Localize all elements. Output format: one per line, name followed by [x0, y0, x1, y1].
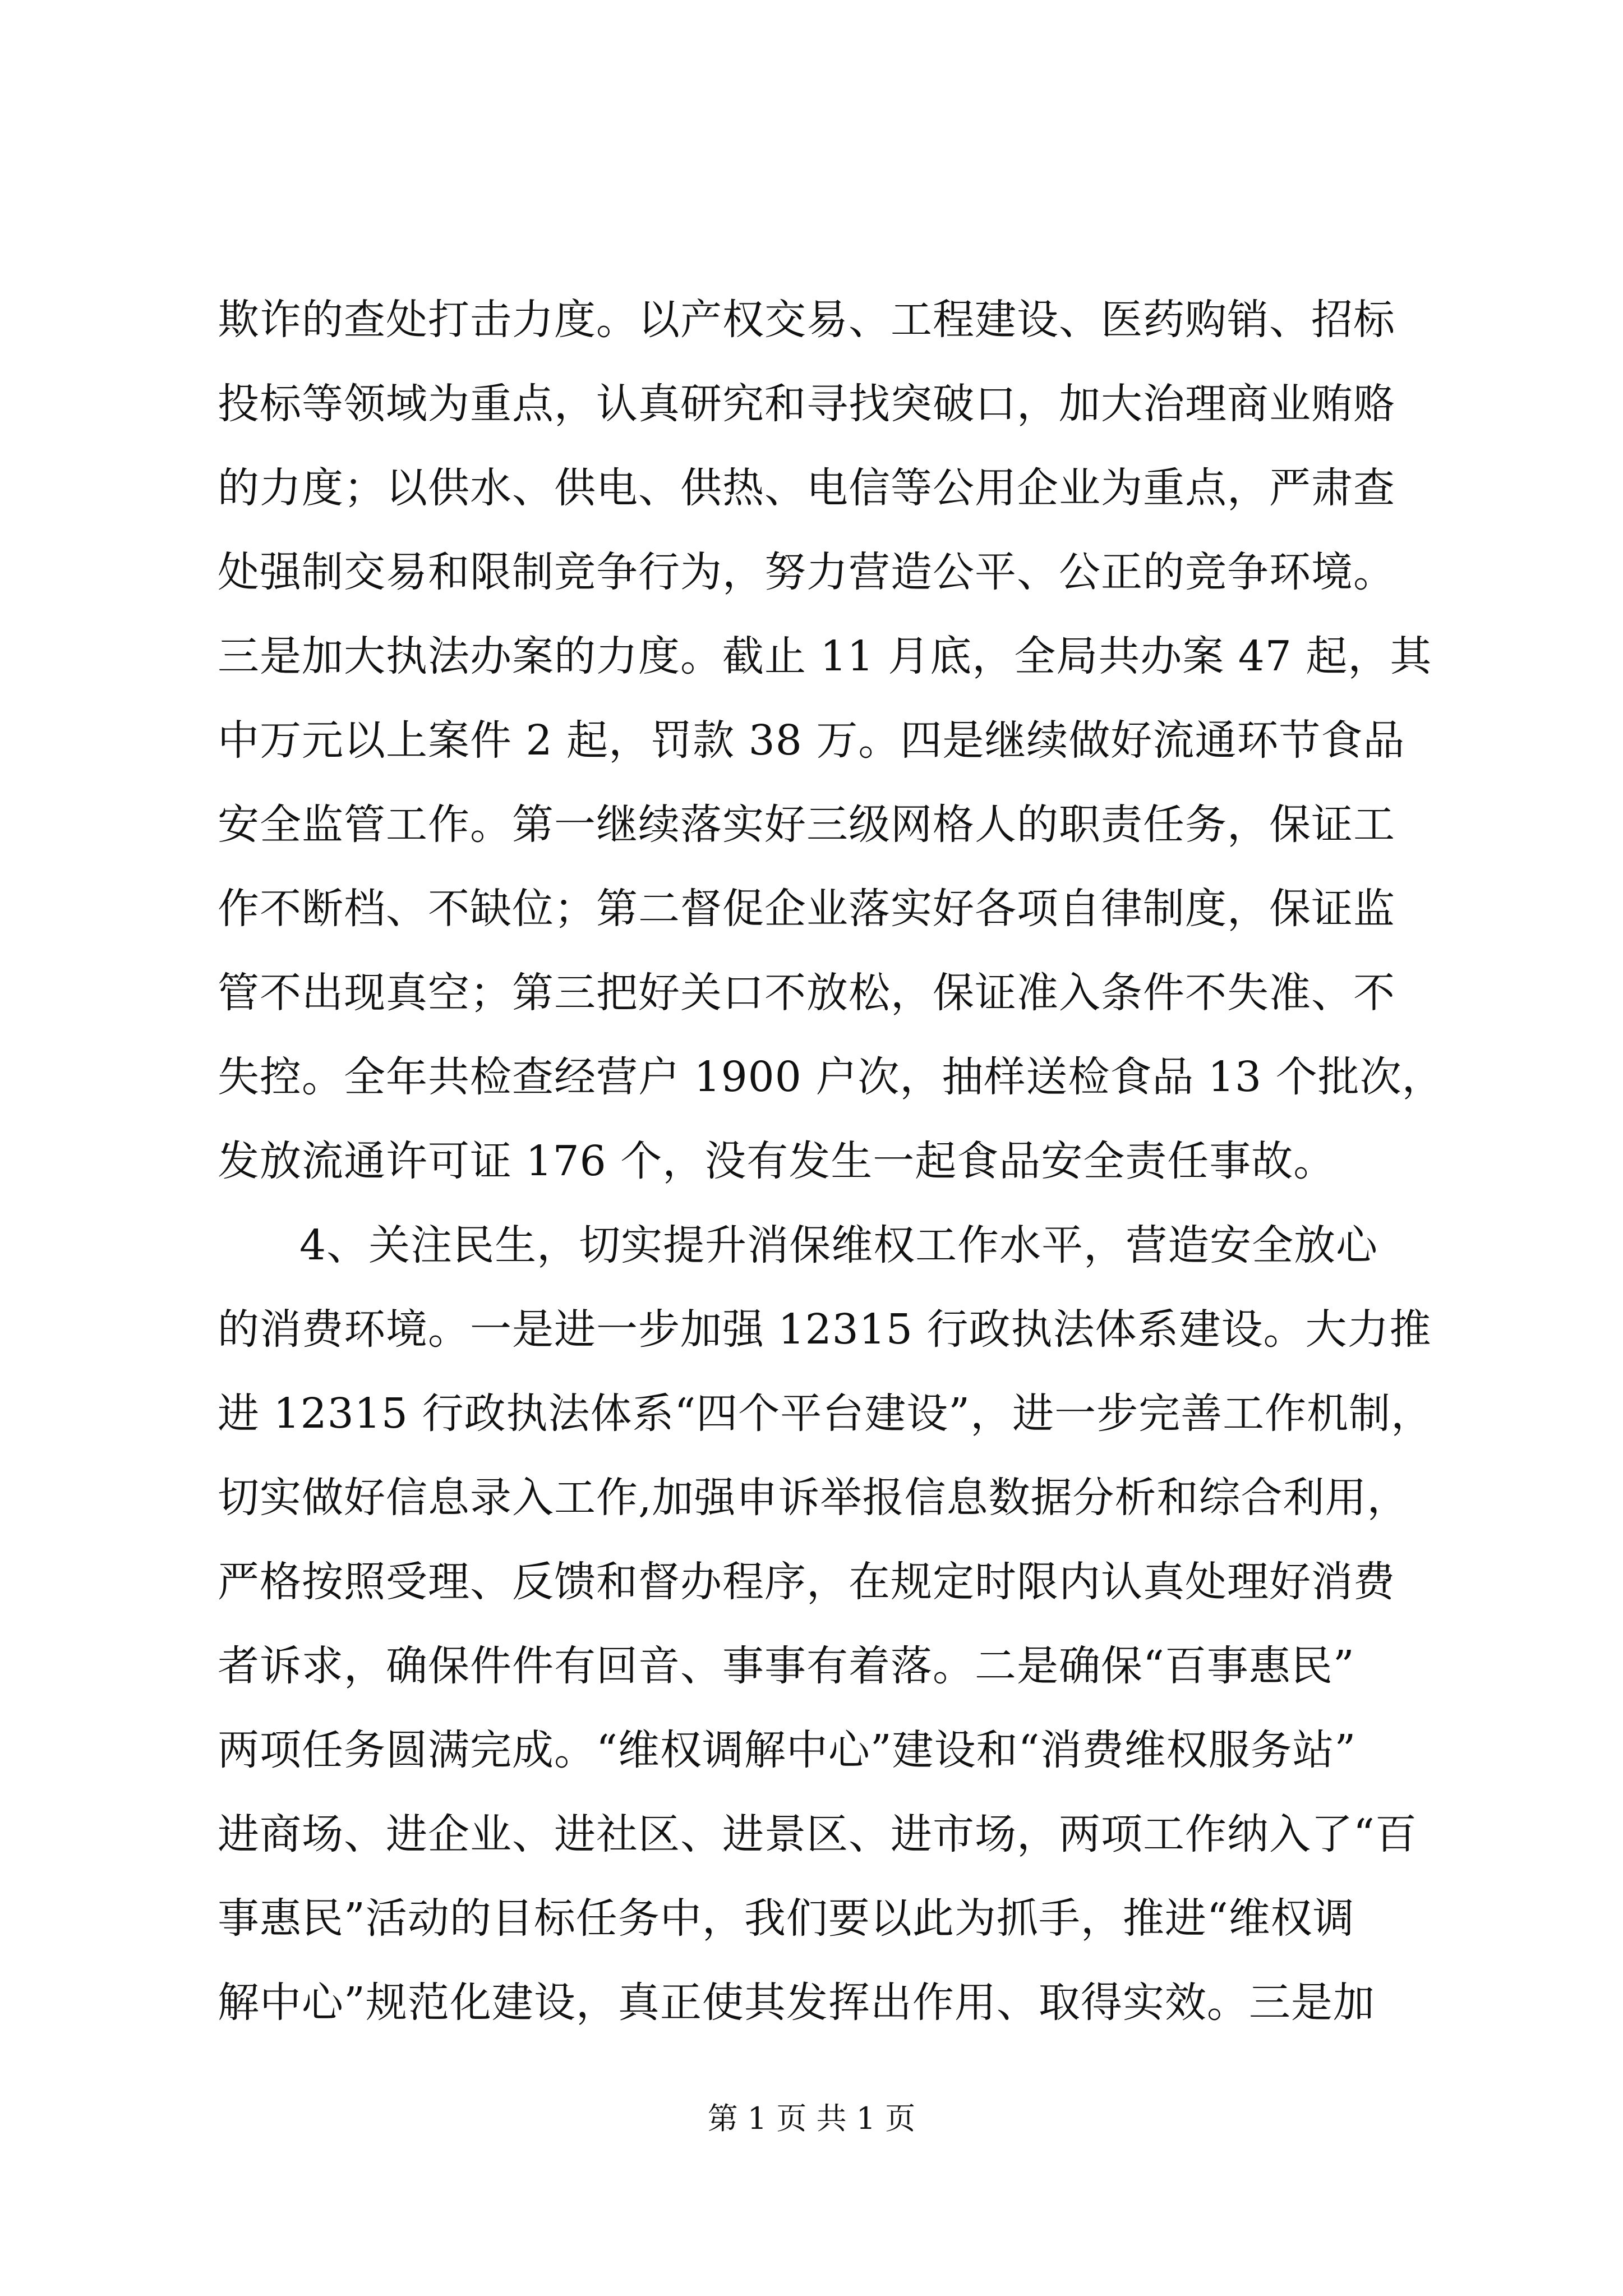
text-line: 切实做好信息录入工作,加强申诉举报信息数据分析和综合利用， [218, 1474, 1409, 1522]
page-footer: 第 1 页 共 1 页 [707, 2101, 916, 2136]
text-line: 中万元以上案件 2 起，罚款 38 万。四是继续做好流通环节食品 [218, 716, 1405, 765]
text-line: 进商场、进企业、进社区、进景区、进市场，两项工作纳入了“百 [218, 1810, 1417, 1858]
text-line: 进 12315 行政执法体系“四个平台建设”，进一步完善工作机制， [218, 1389, 1433, 1438]
text-line: 处强制交易和限制竞争行为，努力营造公平、公正的竞争环境。 [218, 548, 1395, 596]
text-line: 投标等领域为重点，认真研究和寻找突破口，加大治理商业贿赂 [218, 380, 1395, 428]
text-line: 作不断档、不缺位；第二督促企业落实好各项自律制度，保证监 [218, 885, 1395, 933]
text-line: 的力度；以供水、供电、供热、电信等公用企业为重点，严肃查 [218, 464, 1395, 512]
text-line: 安全监管工作。第一继续落实好三级网格人的职责任务，保证工 [218, 800, 1395, 849]
text-line: 欺诈的查处打击力度。以产权交易、工程建设、医药购销、招标 [218, 296, 1395, 344]
text-line: 两项任务圆满完成。“维权调解中心”建设和“消费维权服务站” [218, 1726, 1357, 1774]
text-line: 者诉求，确保件件有回音、事事有着落。二是确保“百事惠民” [218, 1642, 1355, 1690]
text-line: 发放流通许可证 176 个，没有发生一起食品安全责任事故。 [218, 1137, 1336, 1185]
paragraph-start-line: 4、关注民生，切实提升消保维权工作水平，营造安全放心 [299, 1221, 1378, 1269]
text-line: 事惠民”活动的目标任务中，我们要以此为抓手，推进“维权调 [218, 1894, 1355, 1943]
text-line: 严格按照受理、反馈和督办程序，在规定时限内认真处理好消费 [218, 1558, 1395, 1606]
text-line: 失控。全年共检查经营户 1900 户次，抽样送检食品 13 个批次， [218, 1053, 1444, 1101]
text-line: 解中心”规范化建设，真正使其发挥出作用、取得实效。三是加 [218, 1978, 1375, 2027]
text-line: 管不出现真空；第三把好关口不放松，保证准入条件不失准、不 [218, 969, 1395, 1017]
text-line: 三是加大执法办案的力度。截止 11 月底，全局共办案 47 起，其 [218, 632, 1432, 680]
text-line: 的消费环境。一是进一步加强 12315 行政执法体系建设。大力推 [218, 1305, 1432, 1354]
